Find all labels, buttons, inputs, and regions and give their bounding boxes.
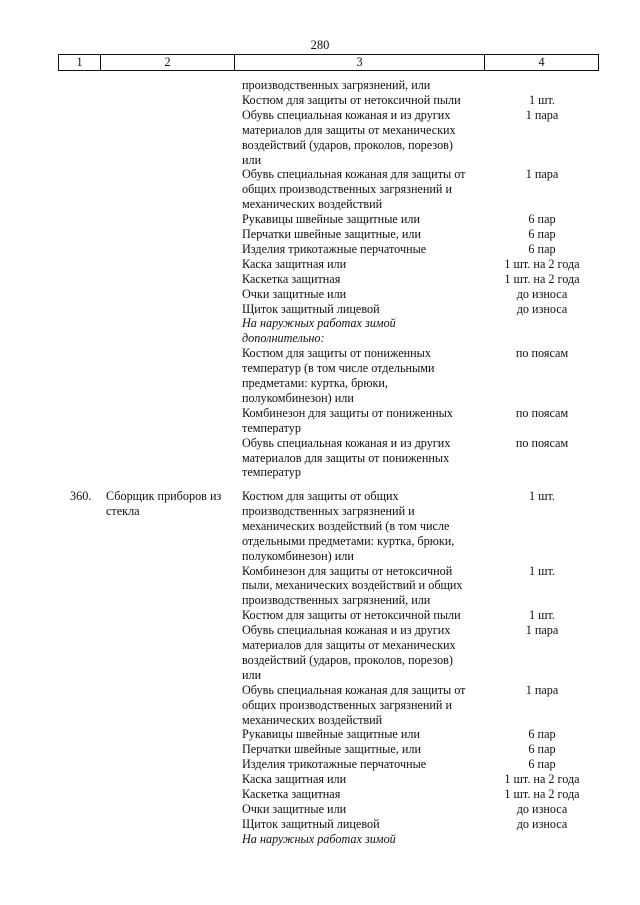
ppe-quantity: 6 пар — [528, 241, 556, 256]
ppe-quantity: 1 пара — [525, 623, 559, 638]
ppe-item: Обувь специальная кожаная и из других — [242, 435, 451, 450]
header-col-4: 4 — [538, 55, 545, 69]
ppe-item: или — [242, 667, 262, 682]
item-number: 360. — [70, 489, 92, 503]
ppe-item: полукомбинезон) или — [242, 548, 354, 563]
ppe-quantity: 6 пар — [528, 212, 556, 227]
ppe-item: Обувь специальная кожаная и из других — [242, 623, 451, 638]
ppe-item: Изделия трикотажные перчаточные — [242, 241, 427, 256]
ppe-item: механических воздействий — [242, 197, 383, 212]
ppe-item: Каска защитная или — [242, 772, 347, 787]
ppe-item: Комбинезон для защиты от пониженных — [242, 405, 453, 420]
ppe-quantity: до износа — [516, 801, 568, 816]
ppe-quantity: 6 пар — [528, 727, 556, 742]
ppe-quantity: до износа — [516, 816, 568, 831]
ppe-item: общих производственных загрязнений и — [242, 697, 453, 712]
ppe-item: общих производственных загрязнений и — [242, 182, 453, 197]
page-number: 280 — [310, 38, 330, 52]
ppe-quantity: по поясам — [515, 435, 569, 450]
ppe-item: Рукавицы швейные защитные или — [242, 727, 420, 742]
ppe-item: материалов для защиты от механических — [242, 638, 456, 652]
ppe-item: воздействий (ударов, проколов, порезов) — [242, 137, 453, 152]
ppe-item: производственных загрязнений и — [242, 503, 415, 518]
ppe-quantity: 1 шт. — [529, 489, 555, 503]
header-col-3: 3 — [235, 55, 485, 70]
ppe-item: Очки защитные или — [242, 801, 347, 816]
profession-name: стекла — [106, 503, 140, 518]
ppe-item: Рукавицы швейные защитные или — [242, 212, 420, 227]
ppe-quantity: 1 шт. — [529, 608, 555, 623]
ppe-item: производственных загрязнений, или — [242, 78, 431, 92]
ppe-quantity: 1 шт. — [529, 563, 555, 578]
ppe-item: Каска защитная или — [242, 256, 347, 271]
ppe-quantity: 1 пара — [525, 167, 559, 182]
table-header — [58, 54, 599, 71]
ppe-item: материалов для защиты от пониженных — [242, 450, 450, 465]
ppe-item: отдельными предметами: куртка, брюки, — [242, 533, 455, 548]
ppe-quantity: 1 шт. на 2 года — [504, 787, 580, 801]
ppe-quantity: 1 пара — [525, 682, 559, 697]
header-col-1: 1 — [59, 55, 101, 70]
ppe-quantity: 1 пара — [525, 107, 559, 122]
ppe-quantity: до износа — [516, 286, 568, 301]
ppe-item: Изделия трикотажные перчаточные — [242, 757, 427, 772]
ppe-item: Щиток защитный лицевой — [242, 301, 380, 316]
ppe-item: воздействий (ударов, проколов, порезов) — [242, 652, 453, 667]
ppe-item: предметами: куртка, брюки, — [242, 376, 388, 390]
ppe-item: или — [242, 152, 262, 167]
ppe-item: производственных загрязнений, или — [242, 593, 431, 608]
ppe-item: температур — [242, 420, 301, 435]
ppe-item: Костюм для защиты от пониженных — [242, 346, 431, 361]
ppe-item: механических воздействий (в том числе — [242, 518, 450, 533]
ppe-quantity: 6 пар — [528, 757, 556, 772]
ppe-item: На наружных работах зимой — [242, 831, 396, 846]
ppe-quantity: по поясам — [515, 346, 569, 361]
ppe-item: дополнительно: — [242, 331, 325, 346]
ppe-item: механических воздействий — [242, 712, 383, 727]
ppe-item: температур — [242, 465, 301, 480]
ppe-quantity: 1 шт. на 2 года — [504, 256, 580, 271]
ppe-item: Комбинезон для защиты от нетоксичной — [242, 563, 453, 578]
ppe-item: Обувь специальная кожаная для защиты от — [242, 167, 466, 182]
ppe-item: Каскетка защитная — [242, 271, 341, 286]
ppe-quantity: по поясам — [515, 405, 569, 420]
ppe-quantity: до износа — [516, 301, 568, 316]
ppe-item: полукомбинезон) или — [242, 390, 354, 405]
ppe-item: температур (в том числе отдельными — [242, 361, 435, 376]
ppe-quantity: 6 пар — [528, 227, 556, 241]
ppe-item: Перчатки швейные защитные, или — [242, 742, 422, 757]
ppe-quantity: 1 шт. на 2 года — [504, 772, 580, 787]
ppe-item: Костюм для защиты от общих — [242, 489, 399, 503]
ppe-item: Каскетка защитная — [242, 787, 341, 801]
ppe-item: пыли, механических воздействий и общих — [242, 578, 463, 593]
ppe-item: Костюм для защиты от нетоксичной пыли — [242, 608, 461, 623]
ppe-item: Обувь специальная кожаная для защиты от — [242, 682, 466, 697]
ppe-item: Перчатки швейные защитные, или — [242, 227, 422, 241]
ppe-item: На наружных работах зимой — [242, 316, 396, 331]
ppe-item: Костюм для защиты от нетоксичной пыли — [242, 92, 461, 107]
ppe-item: материалов для защиты от механических — [242, 122, 456, 137]
ppe-quantity: 1 шт. на 2 года — [504, 271, 580, 286]
ppe-item: Обувь специальная кожаная и из других — [242, 107, 451, 122]
ppe-item: Щиток защитный лицевой — [242, 816, 380, 831]
header-col-2: 2 — [101, 55, 235, 70]
ppe-item: Очки защитные или — [242, 286, 347, 301]
ppe-quantity: 6 пар — [528, 742, 556, 757]
ppe-quantity: 1 шт. — [529, 92, 555, 107]
profession-name: Сборщик приборов из — [106, 489, 222, 503]
